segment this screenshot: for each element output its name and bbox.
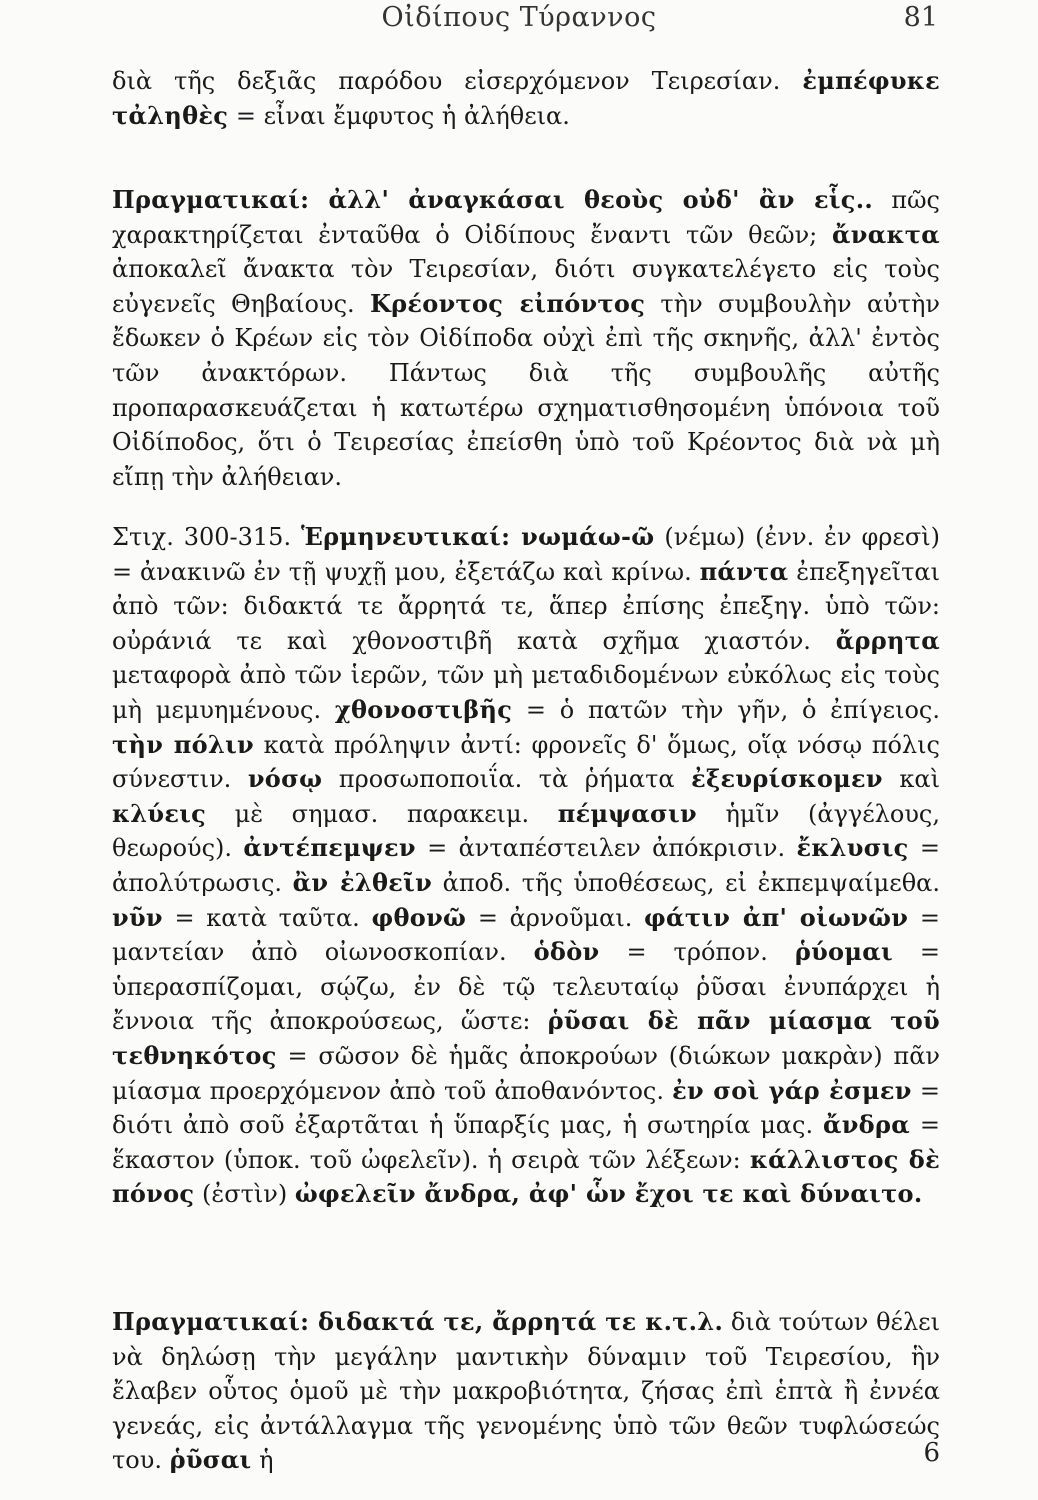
lemma-keyword: ἐν σοὶ γάρ ἐσμεν	[672, 1075, 912, 1105]
commentary-text: Στιχ. 300-315.	[112, 523, 301, 551]
commentary-text: μὲ σημασ. παρακειμ.	[206, 799, 558, 828]
lemma-keyword: νόσῳ	[247, 764, 323, 794]
commentary-text: ἐπεξηγεῖται ἀπὸ τῶν: διδακτά τε ἄρρητά τε, ἅπερ ἐπίσης ἐπεξηγ. ὑπὸ τῶν: οὐράνιά τε καὶ χθονοστιβῆ κατὰ σχῆμα χιαστόν.	[112, 557, 940, 655]
lemma-keyword: ἄρρητα	[835, 625, 940, 655]
commentary-text: = εἶναι ἔμφυτος ἡ ἀλήθεια.	[228, 101, 570, 130]
commentary-text: = ἕκαστον (ὑποκ. τοῦ ὠφελεῖν). ἡ σειρὰ τῶν λέξεων:	[112, 1111, 940, 1174]
lemma-keyword: ἐξευρίσκομεν	[691, 764, 883, 794]
commentary-text: = ἀρνοῦμαι.	[466, 903, 645, 932]
lemma-keyword: κάλλιστος δὲ πόνος	[112, 1144, 940, 1209]
commentary-text: κατὰ πρόληψιν ἀντί: φρονεῖς δ' ὅμως, οἵᾳ νόσῳ πόλις σύνεστιν.	[112, 730, 940, 794]
commentary-text: ἡ	[251, 1446, 274, 1475]
commentary-text: = μαντείαν ἀπὸ οἰωνοσκοπίαν.	[112, 903, 940, 967]
lemma-keyword: φάτιν ἀπ' οἰωνῶν	[644, 902, 909, 932]
lemma-keyword: ὠφελεῖν ἄνδρα, ἀφ' ὧν ἔχοι τε καὶ δύναιτο.	[294, 1179, 923, 1209]
commentary-text: = διότι ἀπὸ σοῦ ἐξαρτᾶται ἡ ὕπαρξίς μας, ἡ σωτηρία μας.	[112, 1076, 940, 1140]
commentary-text: = τρόπον.	[599, 938, 795, 967]
commentary-text: (νέμω) (ἐνν. ἐν φρεσὶ) = ἀνακινῶ ἐν τῇ ψυχῇ μου, ἐξετάζω καὶ κρίνω.	[112, 523, 940, 586]
lemma-keyword: ἀντέπεμψεν	[243, 833, 416, 863]
lemma-keyword: Πραγματικαί: ἀλλ' ἀναγκάσαι θεοὺς οὐδ' ἂν εἷς..	[112, 185, 874, 214]
paragraph-continuation	[112, 64, 940, 133]
lemma-keyword: Κρέοντος εἰπόντος	[369, 288, 646, 318]
lemma-keyword: ἄνακτα	[832, 219, 940, 249]
signature-number: 6	[923, 1438, 940, 1468]
commentary-text: ἡμῖν (ἀγγέλους, θεωρούς).	[112, 799, 941, 863]
lemma-keyword: ἄνδρα	[822, 1110, 911, 1140]
commentary-text: προσωποποιΐα. τὰ ῥήματα	[322, 765, 692, 794]
commentary-text: ἀποκαλεῖ ἄνακτα τὸν Τειρεσίαν, διότι συγκατελέγετο εἰς τοὺς εὐγενεῖς Θηβαίους.	[112, 255, 940, 318]
lemma-keyword: Πραγματικαί: διδακτά τε, ἄρρητά τε κ.τ.λ.	[112, 1307, 724, 1336]
commentary-text: = σῶσον δὲ ἡμᾶς ἀποκρούων (διώκων μακρὰν) πᾶν μίασμα προερχόμενον ἀπὸ τοῦ ἀποθανόντος.	[112, 1041, 940, 1105]
lemma-keyword: φθονῶ	[371, 902, 467, 932]
lemma-keyword: ῥῦσαι	[169, 1445, 252, 1475]
lemma-keyword: κλύεις	[112, 798, 207, 828]
commentary-text: (ἐστὶν)	[194, 1180, 295, 1209]
lemma-keyword: ἔκλυσις	[796, 833, 909, 863]
lemma-keyword: τὴν πόλιν	[112, 729, 254, 759]
page-number: 81	[903, 2, 938, 33]
commentary-text: = κατὰ ταῦτα.	[162, 903, 372, 932]
lemma-keyword: ῥῦσαι δὲ πᾶν μίασμα τοῦ τεθνηκότος	[112, 1006, 940, 1070]
paragraph-hermeneutikai	[112, 520, 940, 1212]
running-header-title: Οἰδίπους Τύραννος	[381, 2, 657, 33]
lemma-keyword: ἐμπέφυκε τἀληθὲς	[112, 66, 940, 130]
paragraph-pragmatikai-1	[112, 183, 940, 494]
commentary-text: = ὑπερασπίζομαι, σῴζω, ἐν δὲ τῷ τελευταίῳ ῥῦσαι ἐνυπάρχει ἡ ἔννοια τῆς ἀποκρούσεως, ὥστε:	[112, 938, 940, 1036]
lemma-keyword: ἂν ἐλθεῖν	[292, 867, 433, 897]
commentary-text: = ἀπολύτρωσις.	[112, 834, 940, 897]
commentary-text: πῶς χαρακτηρίζεται ἐνταῦθα ὁ Οἰδίπους ἔναντι τῶν θεῶν;	[112, 186, 941, 249]
commentary-text: = ἀνταπέστειλεν ἀπόκρισιν.	[415, 834, 797, 863]
commentary-text: διὰ τῆς δεξιᾶς παρόδου εἰσερχόμενον Τειρεσίαν.	[112, 67, 803, 95]
lemma-keyword: νῦν	[112, 902, 163, 932]
commentary-text: καὶ	[882, 765, 941, 794]
commentary-text: = ὁ πατῶν τὴν γῆν, ὁ ἐπίγειος.	[512, 695, 941, 724]
lemma-keyword: ῥύομαι	[794, 937, 893, 967]
lemma-keyword: χθονοστιβῆς	[334, 694, 513, 724]
commentary-text: διὰ τούτων θέλει νὰ δηλώσῃ τὴν μεγάλην μαντικὴν δύναμιν τοῦ Τειρεσίου, ἣν ἔλαβεν οὗτος ὁμοῦ μὲ τὴν μακροβιότητα, ζήσας ἐπὶ ἑπτὰ ἢ ἐννέα γενεάς, εἰς ἀντάλλαγμα τῆς γενομένης ὑπὸ τῶν θεῶν τυφλώσεώς του.	[112, 1308, 941, 1475]
commentary-text: ἀποδ. τῆς ὑποθέσεως, εἰ ἐκπεμψαίμεθα.	[432, 868, 941, 897]
commentary-text: μεταφορὰ ἀπὸ τῶν ἱερῶν, τῶν μὴ μεταδιδομένων εὐκόλως εἰς τοὺς μὴ μεμυημένους.	[112, 661, 940, 724]
lemma-keyword: πάντα	[699, 556, 789, 586]
lemma-keyword: Ἑρμηνευτικαί: νωμάω-ῶ	[300, 522, 655, 551]
commentary-text: τὴν συμβουλὴν αὐτὴν ἔδωκεν ὁ Κρέων εἰς τὸν Οἰδίποδα οὐχὶ ἐπὶ τῆς σκηνῆς, ἀλλ' ἐντὸς τῶν ἀνακτόρων. Πάντως διὰ τῆς συμβουλῆς αὐτῆς προπαρασκευάζεται ἡ κατωτέρω σχηματισθησομένη ὑπόνοια τοῦ Οἰδίποδος, ὅτι ὁ Τειρεσίας ἐπείσθη ὑπὸ τοῦ Κρέοντος διὰ νὰ μὴ εἴπῃ τὴν ἀλήθειαν.	[112, 289, 940, 491]
lemma-keyword: ὁδὸν	[533, 937, 600, 967]
paragraph-pragmatikai-2	[112, 1305, 940, 1478]
lemma-keyword: πέμψασιν	[557, 798, 697, 828]
